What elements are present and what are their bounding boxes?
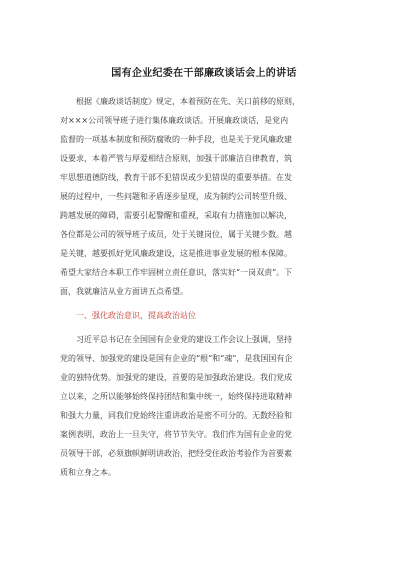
paragraph-line: 面，我就廉洁从业方面讲五点希望。 — [60, 287, 188, 296]
paragraph-line: 设要求，本着严管与厚爱相结合原则，加强干部廉洁自律教育，筑 — [60, 154, 292, 163]
paragraph-line: 立以来，之所以能够始终保持团结和集中统一，始终保持进取精神 — [60, 392, 292, 401]
paragraph-line: 希望大家结合本职工作牢固树立责任意识，落实好“一岗双责”。下 — [60, 268, 293, 277]
paragraph-line: 监督的一项基本制度和预防腐败的一种手段，也是关于党风廉政建 — [60, 135, 292, 144]
paragraph-line: 对×××公司领导班子进行集体廉政谈话。开展廉政谈话，是党内 — [60, 116, 289, 125]
paragraph-line: 牢思想道德防线，教育干部不犯错误或少犯错误的重要举措。在发 — [60, 173, 292, 182]
paragraph-line: 和强大力量，同我们党始终注重讲政治是密不可分的。无数经验和 — [60, 411, 292, 420]
paragraph-line: 根据《廉政谈话制度》规定，本着预防在先、关口前移的原则， — [60, 97, 300, 106]
paragraph-line: 员领导干部，必须旗帜鲜明讲政治，把经受住政治考验作为首要素 — [60, 449, 292, 458]
paragraph-line: 质和立身之本。 — [60, 468, 116, 477]
paragraph-line: 习近平总书记在全国国有企业党的建设工作会议上强调，坚持 — [60, 335, 292, 344]
document-title: 国有企业纪委在干部廉政谈话会上的讲话 — [111, 68, 297, 79]
paragraph-line: 跨越发展的障碍，需要引起警醒和重视，采取有力措施加以解决， — [60, 211, 292, 220]
paragraph-line: 案例表明，政治上一旦失守，将节节失守。我们作为国有企业的党 — [60, 430, 292, 439]
paragraph-line: 是关键，越要抓好党风廉政建设，这是推进事业发展的根本保障。 — [60, 249, 292, 258]
paragraph-line: 业的独特优势。加强党的建设，首要的是加强政治建设。我们党成 — [60, 373, 292, 382]
paragraph-line: 展的过程中，一些问题和矛盾逐步显现，成为制约公司转型升级、 — [60, 192, 292, 201]
paragraph-line: 党的领导、加强党的建设是国有企业的“根”和“魂”，是我国国有企 — [60, 354, 293, 363]
section-heading: 一、强化政治意识，提高政治站位 — [60, 311, 196, 320]
paragraph-line: 各位都是公司的领导班子成员，处于关键岗位，属于关键少数。越 — [60, 230, 292, 239]
